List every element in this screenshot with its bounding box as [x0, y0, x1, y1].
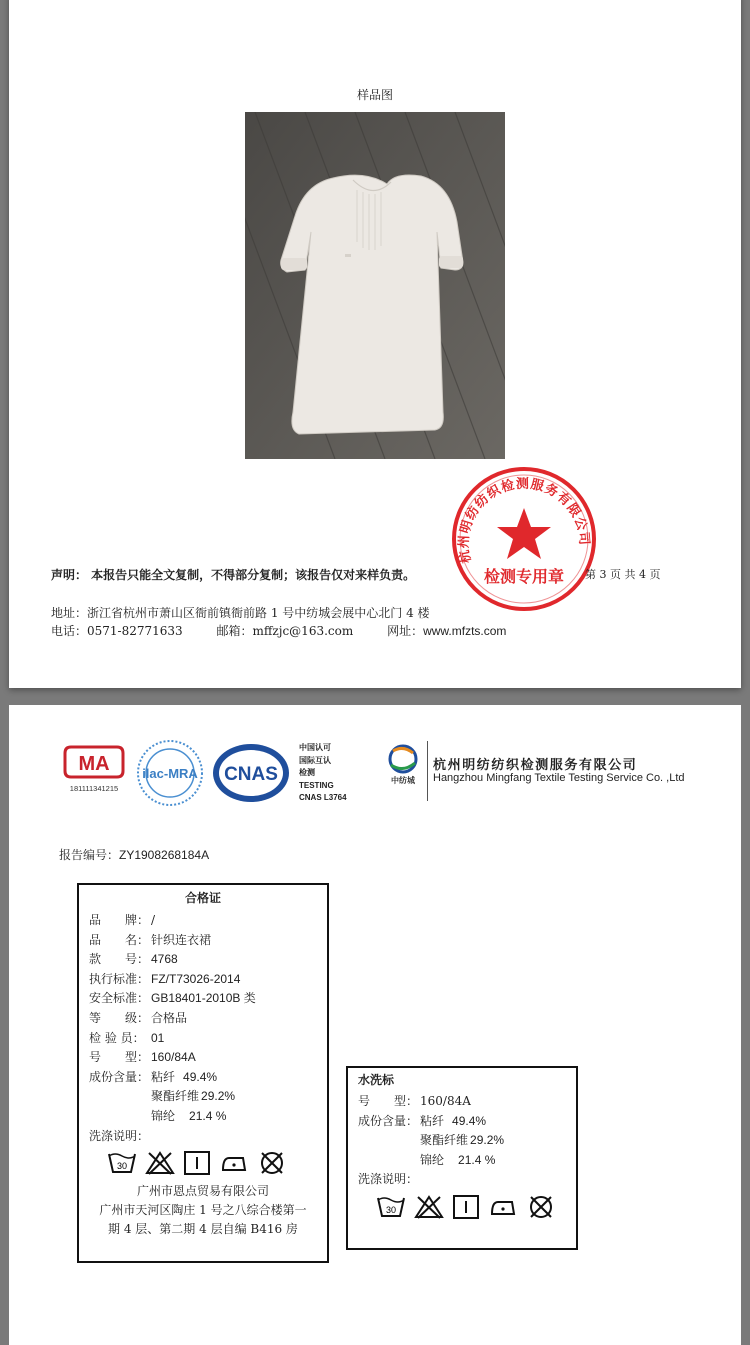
cert-row-style: 款 号： 4768: [89, 952, 178, 967]
ctfcc-logo-icon: [383, 743, 423, 795]
wash-label: [346, 1066, 578, 1250]
wash-care-symbols: [376, 1194, 576, 1220]
wash-composition-row: 成份含量： 粘纤 49.4%: [358, 1113, 487, 1128]
cma-logo-icon: [61, 743, 127, 793]
page-number: 第 3 页 共 4 页: [585, 568, 661, 581]
no-dry-clean-icon: [257, 1150, 287, 1176]
wash-label-title: 水洗标: [358, 1073, 395, 1087]
wash-size-row: 号 型： 160/84A: [358, 1094, 471, 1108]
wash-composition-row: 聚酯纤维 29.2%: [420, 1133, 505, 1148]
cert-row-size: 号 型： 160/84A: [89, 1050, 196, 1065]
cert-care-label: 洗涤说明：: [89, 1128, 150, 1143]
iron-low-icon: [488, 1194, 518, 1220]
certificate-label: [77, 883, 329, 1263]
wash-30-icon: [376, 1194, 406, 1220]
svg-text:30: 30: [385, 1204, 397, 1215]
maker-name: 广州市恩点贸易有限公司: [136, 1184, 269, 1199]
cert-composition-row: 聚酯纤维 29.2%: [151, 1089, 236, 1104]
no-dry-clean-icon: [526, 1194, 556, 1220]
cert-composition-row: 成份含量： 粘纤 49.4%: [89, 1069, 218, 1084]
certificate-title: 合格证: [184, 891, 221, 905]
ilac-mra-logo-icon: [136, 739, 204, 807]
cnas-logo-icon: [211, 742, 291, 804]
cert-row-inspector: 检 验 员： 01: [89, 1030, 165, 1045]
line-dry-icon: [452, 1194, 480, 1220]
company-name-cn: 杭州明纺纺织检测服务有限公司: [433, 757, 638, 772]
cert-row-grade: 等 级： 合格品: [89, 1010, 188, 1025]
cnas-accreditation-text: 中国认可 国际互认 检测 TESTING CNAS L3764: [299, 743, 347, 802]
inspection-seal: [449, 464, 599, 614]
wash-composition-row: 锦纶 21.4 %: [420, 1152, 496, 1167]
iron-low-icon: [219, 1150, 249, 1176]
declaration-text: 声明： 本报告只能全文复制，不得部分复制；该报告仅对来样负责。: [51, 568, 416, 582]
report-page-4: [9, 705, 741, 1345]
cert-row-brand: 品 牌： /: [89, 913, 156, 927]
seal-ring-text: 杭州明纺纺织检测服务有限公司: [456, 476, 592, 565]
seal-star-icon: [497, 508, 551, 559]
svg-text:CNAS: CNAS: [224, 764, 278, 785]
svg-text:30: 30: [116, 1161, 128, 1172]
header-divider: [427, 741, 428, 801]
line-dry-icon: [183, 1150, 211, 1176]
no-bleach-icon: [145, 1150, 175, 1176]
cert-composition-row: 锦纶 21.4 %: [151, 1108, 227, 1123]
report-page-3: [9, 0, 741, 688]
sample-photo: [245, 112, 505, 459]
cert-care-symbols: [107, 1150, 327, 1176]
cert-row-standard: 执行标准： FZ/T73026-2014: [89, 971, 241, 986]
address-text: 地址：浙江省杭州市萧山区衙前镇衙前路 1 号中纺城会展中心北门 4 楼: [51, 606, 430, 620]
contact-line: [51, 622, 536, 639]
maker-address-1: 广州市天河区陶庄 1 号之八综合楼第一: [99, 1203, 307, 1218]
svg-text:ilac-MRA: ilac-MRA: [142, 766, 198, 781]
cert-row-product: 品 名： 针织连衣裙: [89, 932, 212, 947]
no-bleach-icon: [414, 1194, 444, 1220]
wash-care-label: 洗涤说明：: [358, 1172, 419, 1187]
svg-text:MA: MA: [78, 753, 110, 775]
maker-address-2: 期 4 层、第二期 4 层自编 B416 房: [108, 1222, 298, 1237]
report-number: 报告编号：ZY1908268184A: [59, 848, 210, 862]
svg-text:181111341215: 181111341215: [69, 784, 119, 793]
website-text: 网址：www.mfzts.com: [387, 624, 507, 638]
company-name-en: Hangzhou Mingfang Textile Testing Service Co. ,Ltd: [433, 772, 685, 784]
phone-text: 电话：0571-82771633: [51, 624, 183, 638]
email-text: 邮箱：mffzjc@163.com: [216, 624, 354, 638]
sample-image-title: 样品图: [356, 88, 393, 102]
wash-30-icon: [107, 1150, 137, 1176]
svg-text:中纺城: 中纺城: [391, 776, 415, 785]
cert-row-safety: 安全标准： GB18401-2010B 类: [89, 991, 256, 1006]
seal-center-text: 检测专用章: [483, 567, 565, 586]
